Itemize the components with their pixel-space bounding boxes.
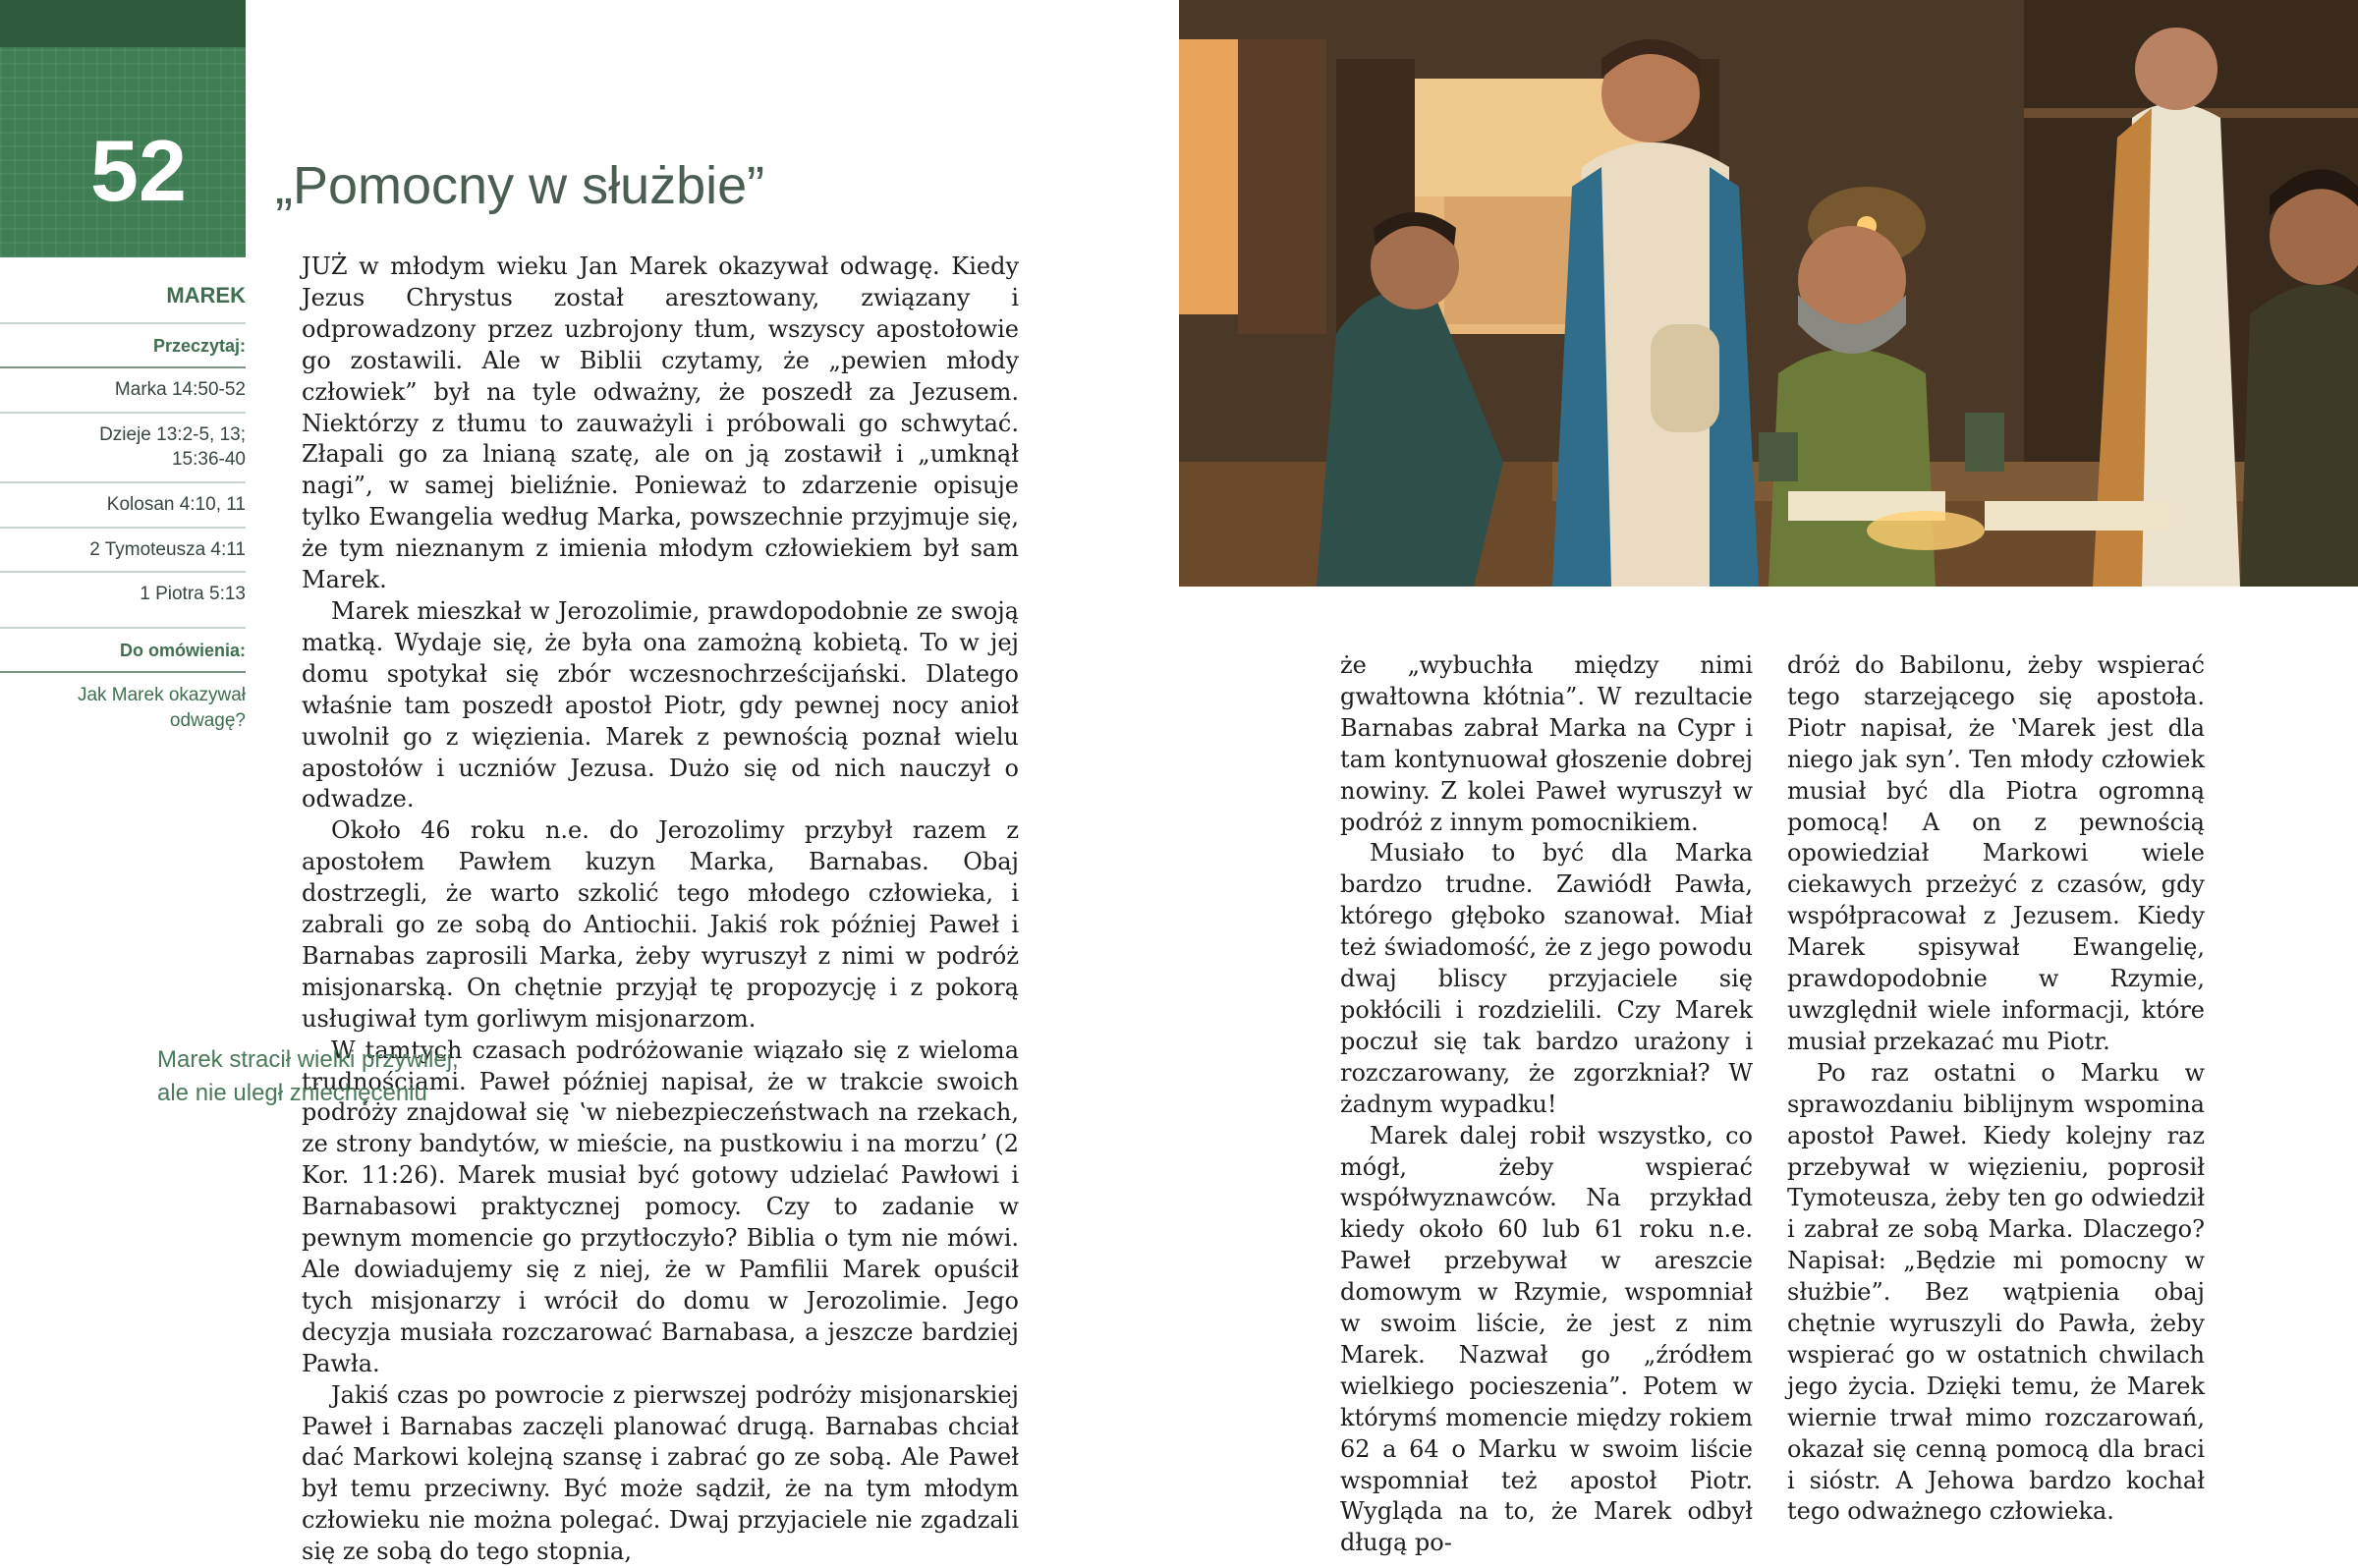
illustration-scene (1179, 0, 2358, 587)
paragraph: JUŻ w młodym wieku Jan Marek okazywał odwagę. Kiedy Jezus Chrystus został aresztowany, związany i odprowadzony przez uzbrojony tłum, wszyscy apostołowie go zostawili. Ale w Biblii czytamy, że „pewien młody człowiek” był na tyle odważny, że poszedł za Jezusem. Niektórzy z tłumu to zauważyli i próbowali go schwytać. Złapali go za lnianą szatę, ale on ją zostawił i „umknął nagi”, w samej bieliźnie. Ponieważ to zdarzenie opisuje tylko Ewangelia według Marka, powszechnie przyjmuje się, że tym nieznanym z imienia młodym człowiekiem był sam Marek. (302, 252, 1019, 594)
paragraph: Po raz ostatni o Marku w sprawozdaniu biblijnym wspomina apostoł Paweł. Kiedy kolejny raz przebywał w więzieniu, poprosił Tymoteusza, żeby ten go odwiedził i zabrał ze sobą Marka. Dlaczego? Napisał: „Będzie mi pomocny w służbie”. Bez wątpienia obaj chętnie wyruszyli do Pawła, żeby wspierać go w ostatnich chwilach jego życia. Dzięki temu, że Marek wiernie trwał mimo rozczarowań, okazał się cenną pomocą dla braci i sióstr. A Jehowa bardzo kochał tego odważnego człowieka. (1787, 1058, 2205, 1526)
reference-acts: Dzieje 13:2-5, 13; 15:36-40 (0, 414, 246, 483)
read-label: Przeczytaj: (0, 324, 246, 368)
paragraph: Marek dalej robił wszystko, co mógł, żeby wspierać współwyznawców. Na przykład kiedy około 60 lub 61 roku n.e. Paweł przebywał w areszcie domowym w Rzymie, wspomniał w swoim liście, że jest z nim Marek. Nazwał go „źródłem wielkiego pocieszenia”. Potem w którymś momencie między rokiem 62 a 64 o Marku w swoim liście wspomniał też apostoł Piotr. Wygląda na to, że Marek odbył długą po- (1340, 1121, 1753, 1557)
paragraph: Jakiś czas po powrocie z pierwszej podróży misjonarskiej Paweł i Barnabas zaczęli planować drugą. Barnabas chciał dać Markowi kolejną szansę i zabrać go ze sobą. Ale Paweł był temu przeciwny. Być może sądził, że na tym młodym człowieku nie można polegać. Dwaj przyjaciele nie zgadzali się ze sobą do tego stopnia, (302, 1380, 1019, 1566)
reference-colossians: Kolosan 4:10, 11 (0, 483, 246, 529)
header-band (0, 0, 246, 47)
illustration (1179, 0, 2358, 587)
pull-quote: Marek stracił wielki przywilej, ale nie uległ zniechęceniu (157, 1046, 459, 1106)
discussion-question: Jak Marek okazywał odwagę? (77, 684, 246, 732)
paragraph: że „wybuchła między nimi gwałtowna kłótnia”. W rezultacie Barnabas zabrał Marka na Cypr i tam kontynuował głoszenie dobrej nowiny. Z kolei Paweł wyruszył w podróż z innym pomocnikiem. (1340, 651, 1753, 836)
lesson-number: 52 (90, 122, 187, 219)
lesson-number-block (0, 0, 246, 257)
discuss-label: Do omówienia: (0, 627, 246, 673)
paragraph: Około 46 roku n.e. do Jerozolimy przybył razem z apostołem Pawłem kuzyn Marka, Barnabas. Obaj dostrzegli, że warto szkolić tego młodego człowieka, i zabrali go ze sobą do Antiochii. Jakiś rok później Paweł i Barnabas zaprosili Marka, żeby wyruszył z nimi w podróż misjonarską. On chętnie przyjął tę propozycję i z pokorą usługiwał tym gorliwym misjonarzom. (302, 816, 1019, 1033)
article-column-3 (1787, 650, 2205, 1528)
reference-mark: Marka 14:50-52 (0, 368, 246, 414)
lesson-title: „Pomocny w służbie” (275, 156, 765, 215)
paragraph: Musiało to być dla Marka bardzo trudne. Zawiódł Pawła, którego głęboko szanował. Miał też świadomość, że z jego powodu dwaj bliscy przyjaciele się pokłócili i rozdzielili. Czy Marek poczuł się tak bardzo urażony i rozczarowany, że zgorzkniał? W żadnym wypadku! (1340, 839, 1753, 1118)
paragraph: dróż do Babilonu, żeby wspierać tego starzejącego się apostoła. Piotr napisał, że ʽMarek jest dla niego jak synʼ. Ten młody człowiek musiał być dla Piotra ogromną pomocą! A on z pewnością opowiedział Markowi wiele ciekawych przeżyć z czasów, gdy współpracował z Jezusem. Kiedy Marek spisywał Ewangelię, prawdopodobnie w Rzymie, uwzględnił wiele informacji, które musiał przekazać mu Piotr. (1787, 651, 2205, 1055)
reference-peter: 1 Piotra 5:13 (140, 584, 246, 605)
sidebar-name: MAREK (0, 277, 246, 324)
article-column-1 (302, 252, 1019, 1568)
article-column-2 (1340, 650, 1753, 1559)
paragraph: Marek mieszkał w Jerozolimie, prawdopodobnie ze swoją matką. Wydaje się, że była ona zamożną kobietą. To w jej domu spotykał się zbór wczesnochrześcijański. Dlatego właśnie tam poszedł apostoł Piotr, gdy pewnej nocy anioł uwolnił go z więzienia. Marek z pewnością poznał wielu apostołów i uczniów Jezusa. Dużo się od nich nauczył o odwadze. (302, 596, 1019, 813)
sidebar (0, 277, 246, 744)
reference-timothy: 2 Tymoteusza 4:11 (0, 529, 246, 574)
paragraph-text: W tamtych czasach podróżowanie wiązało się z wieloma trudnościami. Paweł później napisał, że w trakcie swoich podróży znajdował się ʽw niebezpieczeństwach na rzekach, ze strony bandytów, w mieście, na pustkowiu i na morzuʼ (2 Kor. 11:26). Marek musiał być gotowy udzielać Pawłowi i Barnabasowi praktycznej pomocy. Czy to zadanie w pewnym momencie go przytłoczyło? Biblia o tym nie mówi. Ale dowiadujemy się z niej, że w Pamfilii Marek opuścił tych misjonarzy i wrócił do domu w Jerozolimie. Jego decyzja musiała rozczarować Barnabasa, a jeszcze bardziej Pawła. (302, 1036, 1019, 1377)
